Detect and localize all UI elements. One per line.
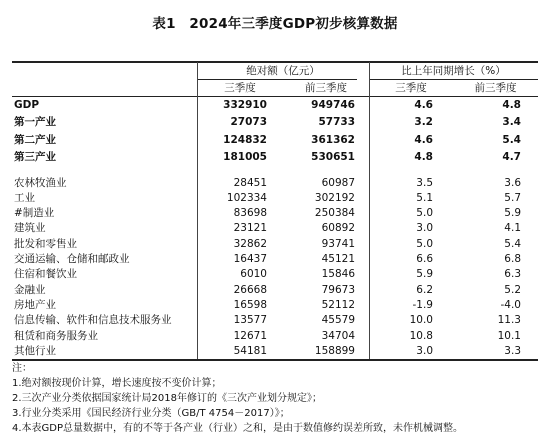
row-label: 房地产业: [14, 298, 56, 311]
header-group-rule: [197, 79, 357, 80]
value-q3: 13577: [233, 314, 267, 327]
value-q3: 16598: [233, 298, 267, 311]
growth-ytd: 5.2: [504, 283, 521, 296]
value-ytd: 34704: [321, 329, 355, 342]
growth-ytd: 5.7: [504, 191, 521, 204]
growth-q3: 10.0: [409, 314, 433, 327]
table-bottom-rule: [12, 359, 538, 361]
header-ytd-abs: 前三季度: [305, 82, 347, 94]
row-label: 第二产业: [14, 133, 56, 146]
value-ytd: 79673: [321, 283, 355, 296]
row-label: 工业: [14, 191, 35, 204]
note-item: 4.本表GDP总量数据中，有的不等于各产业（行业）之和，是由于数值修约误差所致，未作机械调整。: [12, 423, 464, 434]
growth-q3: 4.6: [414, 133, 433, 146]
value-ytd: 52112: [321, 298, 355, 311]
value-q3: 124832: [223, 133, 267, 146]
growth-ytd: 10.1: [497, 329, 521, 342]
header-growth-group: 比上年同期增长（%）: [401, 65, 506, 77]
value-ytd: 45579: [321, 314, 355, 327]
value-ytd: 949746: [311, 99, 355, 111]
table-title: 表1 2024年三季度GDP初步核算数据: [152, 16, 398, 32]
note-item: 2.三次产业分类依据国家统计局2018年修订的《三次产业划分规定》；: [12, 393, 322, 404]
value-q3: 54181: [233, 344, 267, 357]
growth-q3: 5.0: [416, 207, 433, 220]
growth-q3: 6.2: [416, 283, 433, 296]
growth-ytd: 4.8: [502, 99, 521, 111]
value-ytd: 60892: [321, 222, 355, 235]
row-label: 批发和零售业: [14, 237, 77, 250]
value-q3: 26668: [233, 283, 267, 296]
growth-ytd: 5.4: [504, 237, 521, 250]
value-ytd: 45121: [321, 253, 355, 265]
row-label: 建筑业: [14, 222, 46, 235]
growth-q3: 6.6: [416, 253, 433, 265]
growth-q3: 5.1: [416, 191, 433, 204]
row-label: 农林牧渔业: [14, 176, 67, 189]
growth-q3: 3.2: [414, 116, 433, 129]
row-label: 金融业: [14, 283, 46, 296]
growth-ytd: 5.4: [502, 133, 521, 146]
note-item: 1.绝对额按现价计算，增长速度按不变价计算；: [12, 378, 222, 389]
value-ytd: 93741: [321, 237, 355, 250]
note-item: 3.行业分类采用《国民经济行业分类（GB/T 4754－2017）》；: [12, 408, 290, 419]
value-ytd: 57733: [318, 116, 355, 129]
growth-ytd: 5.9: [504, 207, 521, 220]
value-ytd: 530651: [311, 150, 355, 163]
value-ytd: 158899: [314, 344, 355, 357]
growth-ytd: 3.4: [502, 116, 521, 129]
growth-ytd: 3.3: [504, 344, 521, 357]
value-q3: 32862: [233, 237, 267, 250]
row-label: 交通运输、仓储和邮政业: [14, 253, 130, 265]
notes-heading: 注：: [12, 363, 32, 374]
growth-q3: 4.6: [414, 99, 433, 111]
growth-ytd: 4.1: [504, 222, 521, 235]
row-label: 住宿和餐饮业: [14, 268, 77, 281]
growth-ytd: 6.8: [504, 253, 521, 265]
value-q3: 332910: [223, 99, 267, 111]
value-q3: 23121: [233, 222, 267, 235]
header-absolute-group: 绝对额（亿元）: [246, 65, 320, 77]
value-ytd: 302192: [314, 191, 355, 204]
table-top-rule: [12, 61, 538, 63]
value-q3: 102334: [226, 191, 267, 204]
header-q3-abs: 三季度: [224, 82, 256, 94]
row-label: 信息传输、软件和信息技术服务业: [14, 314, 172, 327]
row-label: GDP: [14, 99, 40, 111]
value-q3: 6010: [240, 268, 267, 281]
header-bottom-rule: [12, 96, 538, 97]
growth-ytd: -4.0: [500, 298, 521, 311]
growth-q3: 3.5: [416, 176, 433, 189]
value-q3: 16437: [233, 253, 267, 265]
value-ytd: 361362: [311, 133, 355, 146]
growth-ytd: 11.3: [497, 314, 521, 327]
growth-q3: 5.9: [416, 268, 433, 281]
growth-q3: 10.8: [409, 329, 433, 342]
row-label: 第一产业: [14, 116, 56, 129]
value-ytd: 60987: [321, 176, 355, 189]
value-q3: 28451: [233, 176, 267, 189]
header-q3-growth: 三季度: [395, 82, 427, 94]
growth-q3: 3.0: [416, 344, 433, 357]
value-q3: 12671: [233, 329, 267, 342]
growth-q3: 3.0: [416, 222, 433, 235]
row-label: 租赁和商务服务业: [14, 329, 98, 342]
value-q3: 181005: [223, 150, 267, 163]
row-label: #制造业: [14, 207, 55, 220]
row-label: 第三产业: [14, 150, 56, 163]
growth-ytd: 3.6: [504, 176, 521, 189]
growth-ytd: 6.3: [504, 268, 521, 281]
growth-q3: 5.0: [416, 237, 433, 250]
value-q3: 83698: [233, 207, 267, 220]
growth-q3: 4.8: [414, 150, 433, 163]
growth-ytd: 4.7: [502, 150, 521, 163]
growth-q3: -1.9: [412, 298, 433, 311]
row-label: 其他行业: [14, 344, 56, 357]
header-ytd-growth: 前三季度: [474, 82, 517, 94]
value-ytd: 15846: [321, 268, 355, 281]
value-q3: 27073: [230, 116, 267, 129]
header-group-rule-2: [369, 79, 538, 80]
value-ytd: 250384: [314, 207, 355, 220]
